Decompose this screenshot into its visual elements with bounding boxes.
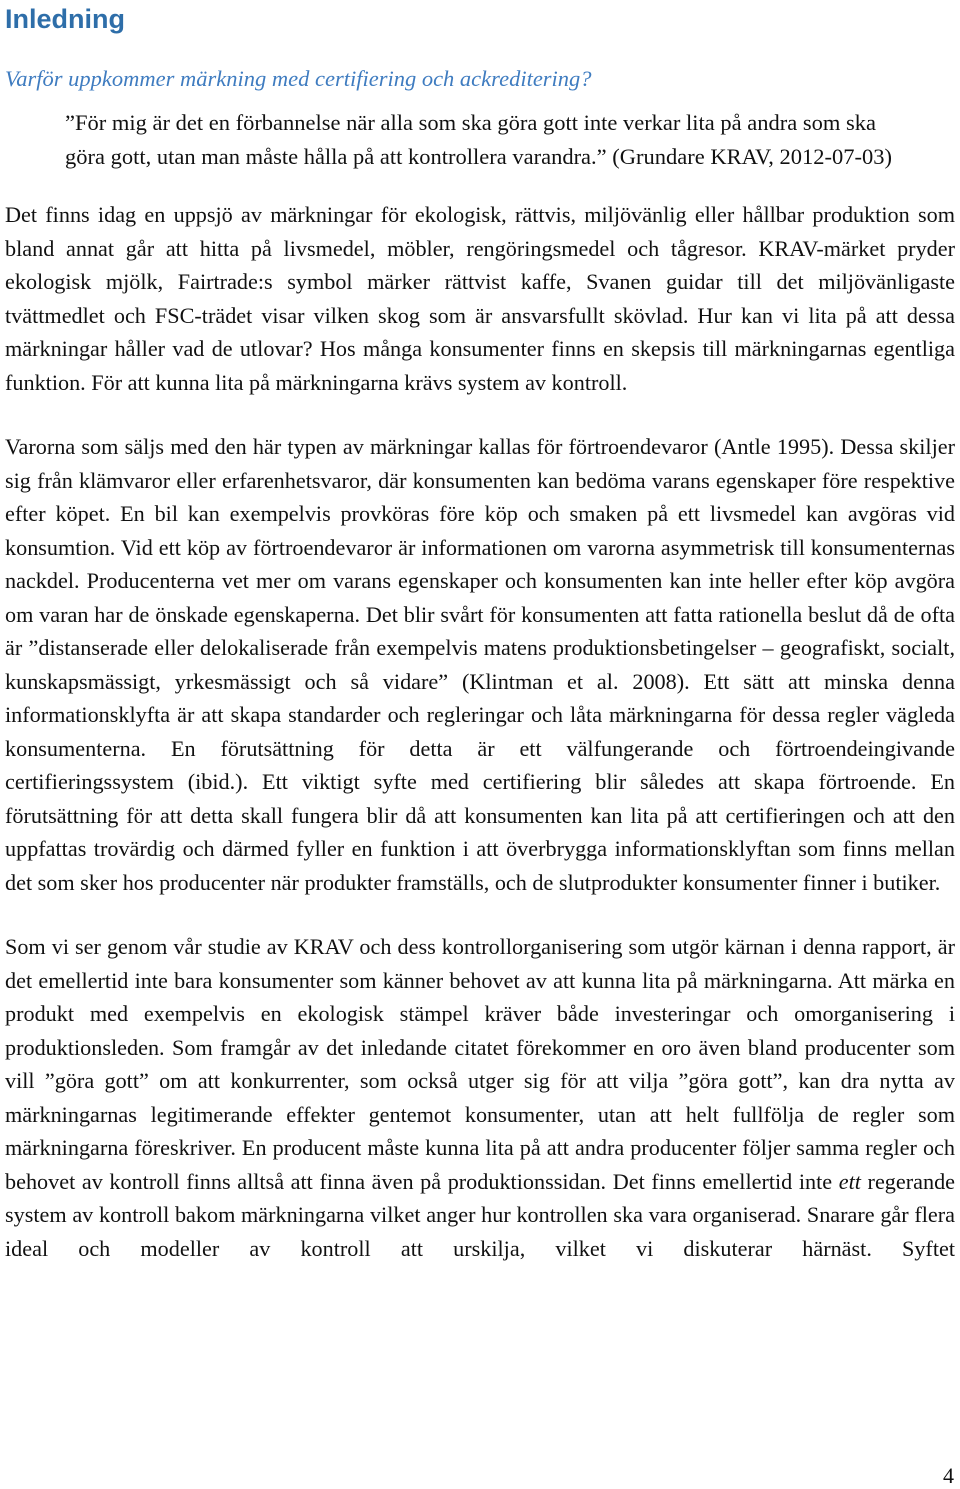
- paragraph-text-end: regerande system av kontroll bakom märkningarna vilket anger hur kontrollen ska vara organiserad. Snarare går flera ideal och modeller av kontroll att urskilja, vilket vi diskuterar härnäst. Syftet: [5, 1168, 956, 1261]
- paragraph-text-start: Som vi ser genom vår studie av KRAV och dess kontrollorganisering som utgör kärnan i denna rapport, är det emellertid inte bara konsumenter som känner behovet av att kunna lita på märkningarna. Att märka en produkt med exempelvis en ekologisk stämpel kräver både investeringar och omorganisering i produktionsleden. Som framgår av det inledande citatet förekommer en oro även bland producenter som vill ”göra gott” om att konkurrenter, som också utger sig för att vilja ”göra gott”, kan dra nytta av märkningarnas legitimerande effekter gentemot konsumenter, utan att helt fullfölja de regler som märkningarna föreskriver. En producent måste kunna lita på att andra producenter följer samma regler och behovet av kontroll finns alltså att finna även på produktionssidan. Det finns emellertid inte: [5, 934, 955, 1194]
- founder-quote: ”För mig är det en förbannelse när alla som ska göra gott inte verkar lita på andra som ska göra gott, utan man måste hålla på att kontrollera varandra.” (Grundare KRAV, 2012-07-03): [65, 110, 893, 169]
- paragraph-producer-trust: [5, 930, 955, 1265]
- paragraph-credence-goods: Varorna som säljs med den här typen av märkningar kallas för förtroendevaror (Antle 1995). Dessa skiljer sig från klämvaror eller erfarenhetsvaror, där konsumenten kan bedöma varans egenskaper före respektive efter köpet. En bil kan exempelvis provköras före köp och smaken på ett livsmedel kan avgöras vid konsumtion. Vid ett köp av förtroendevaror är informationen om varorna asymmetrisk till konsumenternas nackdel. Producenterna vet mer om varans egenskaper och konsumenten kan inte heller efter köp avgöra om varan har de önskade egenskaperna. Det blir svårt för konsumenten att fatta rationella beslut då de ofta är ”distanserade eller delokaliserade från exempelvis matens produktionsbetingelser – geografiskt, socialt, kunskapsmässigt, yrkesmässigt och så vidare” (Klintman et al. 2008). Ett sätt att minska denna informationsklyfta är att skapa standarder och regleringar och låta märkningarna för dessa regler vägleda konsumenterna. En förutsättning för detta är ett välfungerande och förtroendeingivande certifieringssystem (ibid.). Ett viktigt syfte med certifiering blir således att skapa förtroende. En förutsättning för att detta skall fungera blir då att konsumenten kan lita på att certifieringen och att den uppfattas trovärdig och därmed fyller en funktion i att överbrygga informationsklyftan som finns mellan det som sker hos producenter när produkter framställs, och de slutprodukter konsumenter finner i butiker.: [5, 434, 955, 895]
- section-heading: Inledning: [5, 4, 125, 34]
- emphasized-word: ett: [838, 1168, 861, 1194]
- page-number: 4: [943, 1463, 954, 1488]
- subheading-question: Varför uppkommer märkning med certifiering och ackreditering?: [5, 66, 592, 91]
- document-page: [5, 0, 955, 1265]
- paragraph-labels-overview: Det finns idag en uppsjö av märkningar för ekologisk, rättvis, miljövänlig eller hållbar produktion som bland annat går att hitta på livsmedel, möbler, rengöringsmedel och tågresor. KRAV-märket pryder ekologisk mjölk, Fairtrade:s symbol märker rättvist kaffe, Svanen guidar till det miljövänligaste tvättmedlet och FSC-trädet visar vilken skog som är ansvarsfullt skövlad. Hur kan vi lita på att dessa märkningar håller vad de utlovar? Hos många konsumenter finns en skepsis till märkningarnas egentliga funktion. För att kunna lita på märkningarna krävs system av kontroll.: [5, 202, 955, 395]
